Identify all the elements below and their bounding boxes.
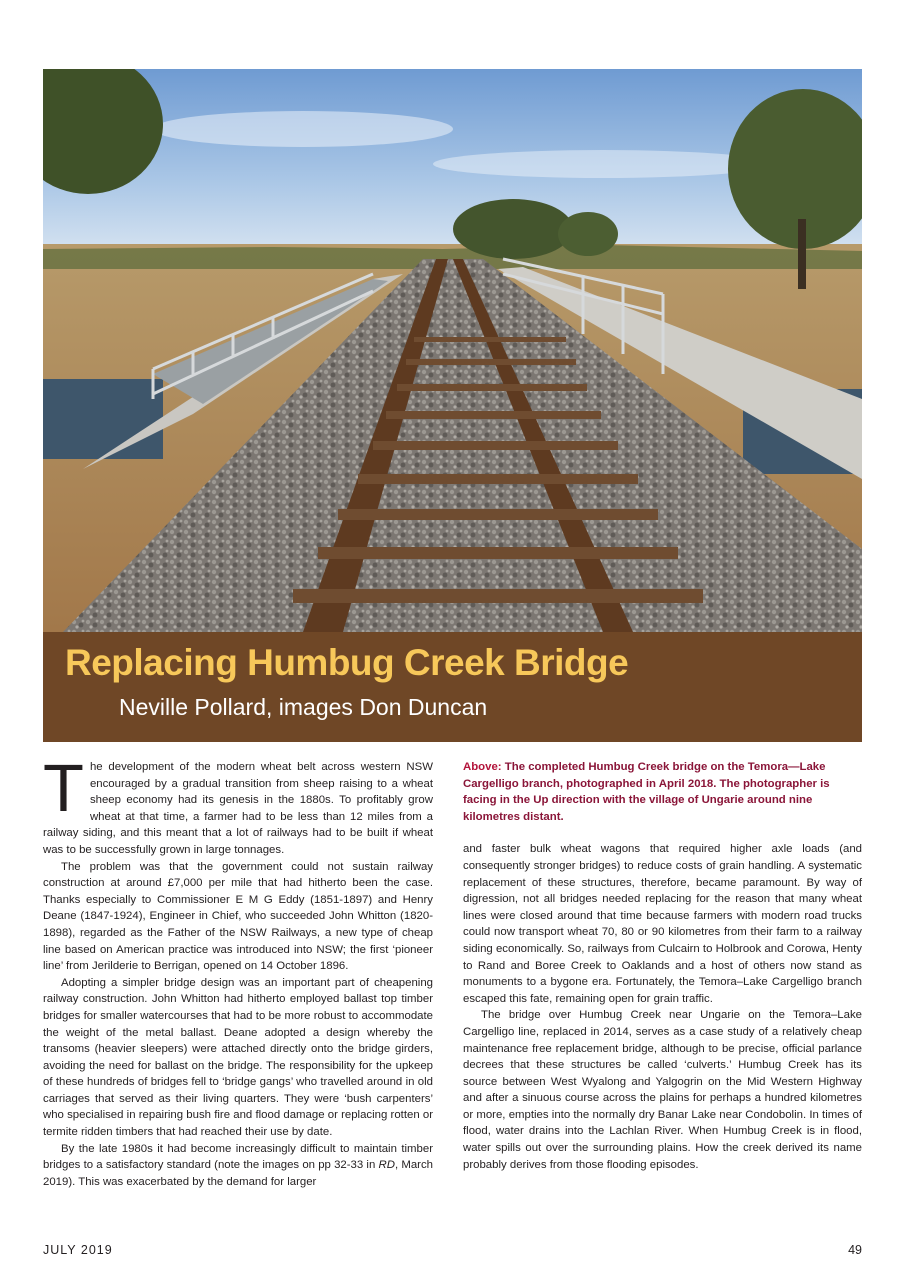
title-band — [43, 632, 862, 742]
page-number: 49 — [848, 1243, 862, 1257]
paragraph-5: and faster bulk wheat wagons that required higher axle loads (and consequently stronger bridges) to reduce costs of grain handling. A systematic replacement of these structures, therefore, became paramount. By way of digression, not all bridges needed replacing for the reason that many wheat lines were closed around that time because farmers with modern road trucks could now transport wheat 70, 80 or 90 kilometres from their farm to a railway siding economically. So, railways from Culcairn to Holbrook and Corowa, Henty to Rand and Boree Creek to Oaklands and a host of others now stand as monuments to a bygone era. Fortunately, the Temora–Lake Cargelligo branch escaped this fate, remaining open for grain traffic. — [463, 843, 862, 1005]
paragraph-4-magazine: RD — [378, 1159, 395, 1172]
intro-paragraph — [43, 751, 433, 859]
paragraph-6: The bridge over Humbug Creek near Ungarie on the Temora–Lake Cargelligo line, replaced in 2014, serves as a case study of a relatively cheap maintenance free replacement bridge, although to be precise, official parlance decrees that these structures be called ‘culverts.’ Humbug Creek has its source between West Wyalong and Yalgogrin on the Mid Western Highway and after a sinuous course across the plains for perhaps a hundred kilometres or more, empties into the normally dry Banar Lake near Condobolin. In times of flood, water drains into the Lachlan River. When Humbug Creek is in flood, water spills out over the surrounding plains. How the creek derived its name probably derives from those flooding episodes. — [463, 1009, 862, 1171]
intro-text: he development of the modern wheat belt across western NSW encouraged by a gradual transition from sheep raising to a wheat sheep economy had its genesis in the 1880s. To profitably grow wheat at that time, a farmer had to be less than 12 miles from a railway siding, and this meant that a lot of railways had to be built if wheat was to be successfully grown in large tonnages. — [43, 761, 433, 856]
railway-bridge-photo — [43, 69, 862, 632]
text-column-right — [463, 759, 862, 1173]
paragraph-4-text-b: , March 2019). This was exacerbated by the demand for larger — [43, 1159, 433, 1188]
paragraph-4-text-a: By the late 1980s it had become increasingly difficult to maintain timber bridges to a satisfactory standard (note the images on pp 32-33 in — [43, 1142, 433, 1172]
photo-caption — [463, 759, 862, 825]
paragraph-4 — [43, 1141, 433, 1191]
caption-text: The completed Humbug Creek bridge on the Temora—Lake Cargelligo branch, photographed in April 2018. The photographer is facing in the Up direction with the village of Ungarie around nine kilometres distant. — [463, 761, 830, 823]
text-column-left — [43, 751, 433, 1190]
article-title: Replacing Humbug Creek Bridge — [65, 642, 629, 683]
caption-lead: Above: — [463, 761, 502, 773]
issue-date: JULY 2019 — [43, 1243, 113, 1257]
drop-cap: T — [43, 751, 84, 826]
paragraph-3: Adopting a simpler bridge design was an important part of cheapening railway construction. John Whitton had hitherto employed ballast top timber bridges for smaller watercourses that had to be more robust to accommodate the weight of the metal ballast. Deane adopted a design whereby the transoms (heavier sleepers) were attached directly onto the bridge girders, avoiding the need for ballast on the bridge. The responsibility for the upkeep of these hundreds of bridges fell to ‘bridge gangs’ who travelled around in old carriages that served as their living quarters. They were ‘bush carpenters’ who specialised in repairing bush fire and flood damage or replacing rotten or termite ridden timbers that had reached their use by date. — [43, 976, 433, 1139]
article-byline: Neville Pollard, images Don Duncan — [119, 694, 488, 720]
paragraph-2: The problem was that the government could not sustain railway construction at around £7,000 per mile that had hitherto been the case. Thanks especially to Commissioner E M G Eddy (1851-1897) and Henry Deane (1847-1924), Engineer in Chief, who succeeded John Whitton (1820-1898), regarded as the Father of the NSW Railways, a new type of cheap line based on American practice was introduced into NSW; the first ‘pioneer line’ from Jerilderie to Berrigan, opened on 14 October 1896. — [43, 860, 433, 973]
